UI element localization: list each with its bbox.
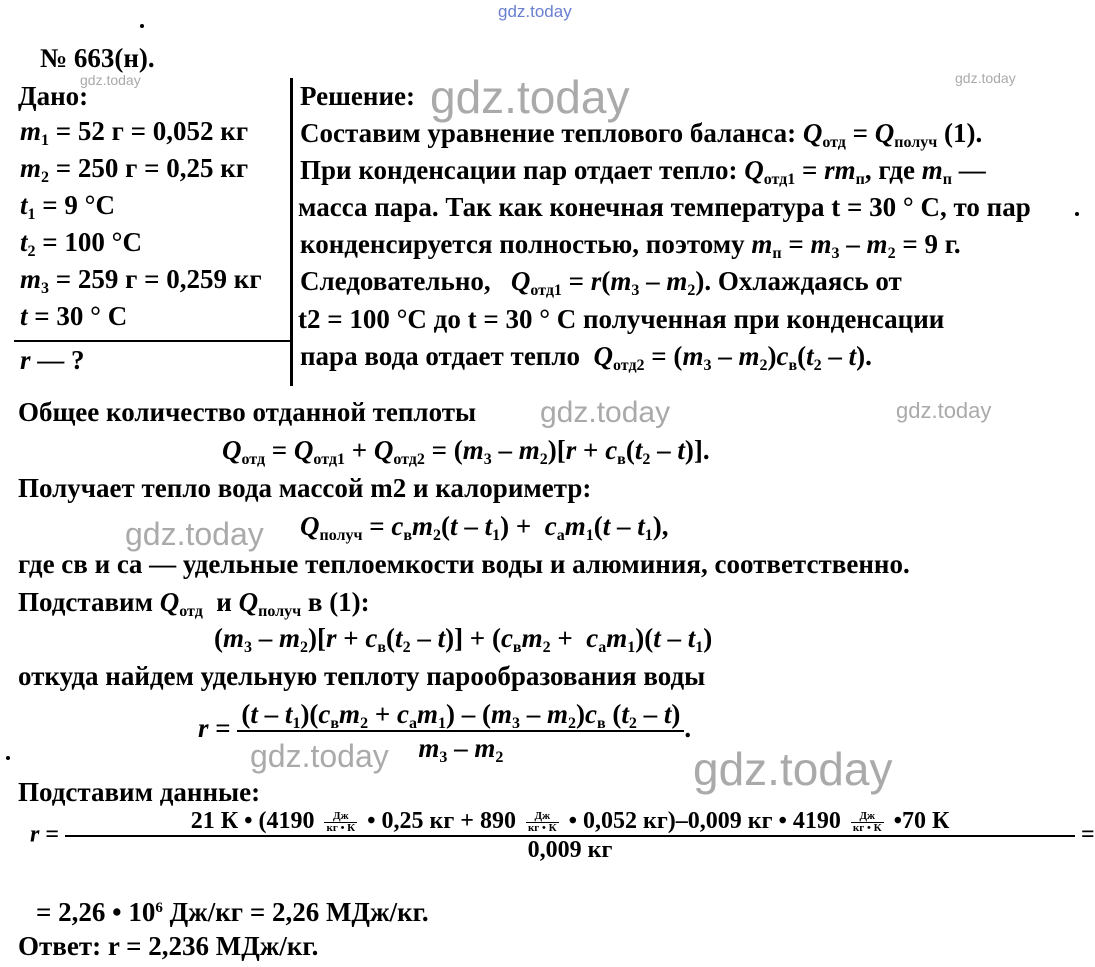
given-title: Дано: (18, 81, 89, 111)
solution-line2: При конденсации пар отдает тепло: $Q_{отд1} = rm_п$, где $m_п$ — (300, 155, 986, 188)
stray-dot (140, 24, 144, 28)
watermark-small-right: gdz.today (955, 70, 1016, 86)
problem-number: № 663(н). (40, 43, 155, 73)
given-m1: $m_1 = 52$ г = 0,052 кг (20, 116, 249, 149)
watermark-big-solution: gdz.today (430, 71, 630, 123)
substitute-line: Подставим $Q_{отд}$ и $Q_{получ}$ в (1): (18, 587, 370, 620)
watermark-small-left: gdz.today (80, 72, 141, 88)
receives-label: Получает тепло вода массой m2 и калориметр: (18, 473, 592, 503)
numeric-numerator: 21 К • (4190 Дж кг • К • 0,25 кг + 890 Дж кг • К • 0,052 кг)–0,009 кг • 4190 Дж кг • К •70 К (190, 808, 950, 834)
numeric-denominator: 0,009 кг (65, 835, 1075, 864)
find-specific-line: откуда найдем удельную теплоту парообразования воды (18, 661, 706, 691)
given-separator (290, 78, 293, 386)
watermark-big-low: gdz.today (693, 743, 893, 795)
r-numerator: $(t - t_1)(c_вm_2 + c_аm_1) - (m_3 - m_2)c_в$ $(t_2 - t)$ (241, 699, 681, 732)
given-t: t = 30 ° С (20, 301, 128, 331)
numeric-fraction (65, 808, 1075, 864)
unit-fraction: Дж кг • К (326, 809, 356, 834)
watermark-top: gdz.today (498, 2, 572, 21)
received-heat-formula: $Q_{получ} = c_вm_2(t - t_1) + c_аm_1(t - t_1)$, (300, 511, 669, 544)
solution-line1: Составим уравнение теплового баланса: $Q_{отд} = Q_{получ}$ (1). (300, 118, 983, 151)
where-line: где cв и cа — удельные теплоемкости воды и алюминия, соответственно. (18, 549, 910, 579)
solution-title: Решение: (300, 81, 415, 111)
result-line: = 2,26 • $10^6$ Дж/кг = 2,26 МДж/кг. (36, 897, 429, 927)
given-t2: $t_2 = 100$ °С (20, 227, 142, 260)
watermark-mid-right: gdz.today (896, 398, 992, 423)
solution-line6: t2 = 100 °С до t = 30 ° С полученная при конденсации (298, 304, 945, 334)
numeric-formula: r = 21 К • (4190 Дж кг • К • 0,25 кг + 890 Дж кг • К • 0,052 кг)–0,009 кг • 4190 Дж кг • К •70 К 0,009 кг = (30, 808, 1095, 863)
substitute-data-label: Подставим данные: (18, 777, 261, 807)
stray-dot (6, 756, 10, 760)
answer-line: Ответ: r = 2,236 МДж/кг. (18, 931, 319, 961)
solution-line7: пара вода отдает тепло $Q_{отд2} = (m_3 - m_2)c_в(t_2 - t)$. (300, 341, 872, 374)
r-fraction (237, 698, 684, 764)
watermark-mid-left: gdz.today (125, 516, 264, 552)
r-denominator: $m_3 - m_2$ (237, 730, 684, 764)
r-formula: r = $\frac{(t - t_1)(c_вm_2 + c_аm_1) - (m_3 - m_2)c_в (t_2 - t)}{m_3 - m_2}$ . (198, 699, 692, 766)
unit-fraction: Дж кг • К (527, 809, 557, 834)
solution-line5: Следовательно, $Q_{отд1} = r(m_3 - m_2)$. Охлаждаясь от (300, 266, 902, 299)
given-m2: $m_2 = 250$ г = 0,25 кг (20, 153, 249, 186)
given-t1: $t_1 = 9$ °С (20, 190, 115, 223)
total-heat-label: Общее количество отданной теплоты (18, 397, 477, 427)
watermark-mid-center: gdz.today (540, 396, 671, 429)
unit-fraction: Дж кг • К (852, 809, 882, 834)
solution-line3: масса пара. Так как конечная температура t = 30 ° С, то пар (298, 192, 1031, 222)
given-divider (14, 340, 290, 342)
stray-dot (1075, 212, 1079, 216)
balance-formula: $(m_3 - m_2)[r + c_в(t_2 - t)] + (c_вm_2 + c_аm_1)(t - t_1)$ (214, 623, 713, 656)
given-m3: $m_3 = 259$ г = 0,259 кг (20, 264, 262, 297)
given-find: r — ? (20, 345, 85, 375)
watermark-low-center: gdz.today (250, 738, 389, 774)
total-heat-formula: $Q_{отд} = Q_{отд1} + Q_{отд2} = (m_3 - m_2)[r + c_в(t_2 - t)]$. (222, 435, 710, 468)
solution-line4: конденсируется полностью, поэтому $m_п = m_3 - m_2 = 9$ г. (300, 229, 961, 262)
